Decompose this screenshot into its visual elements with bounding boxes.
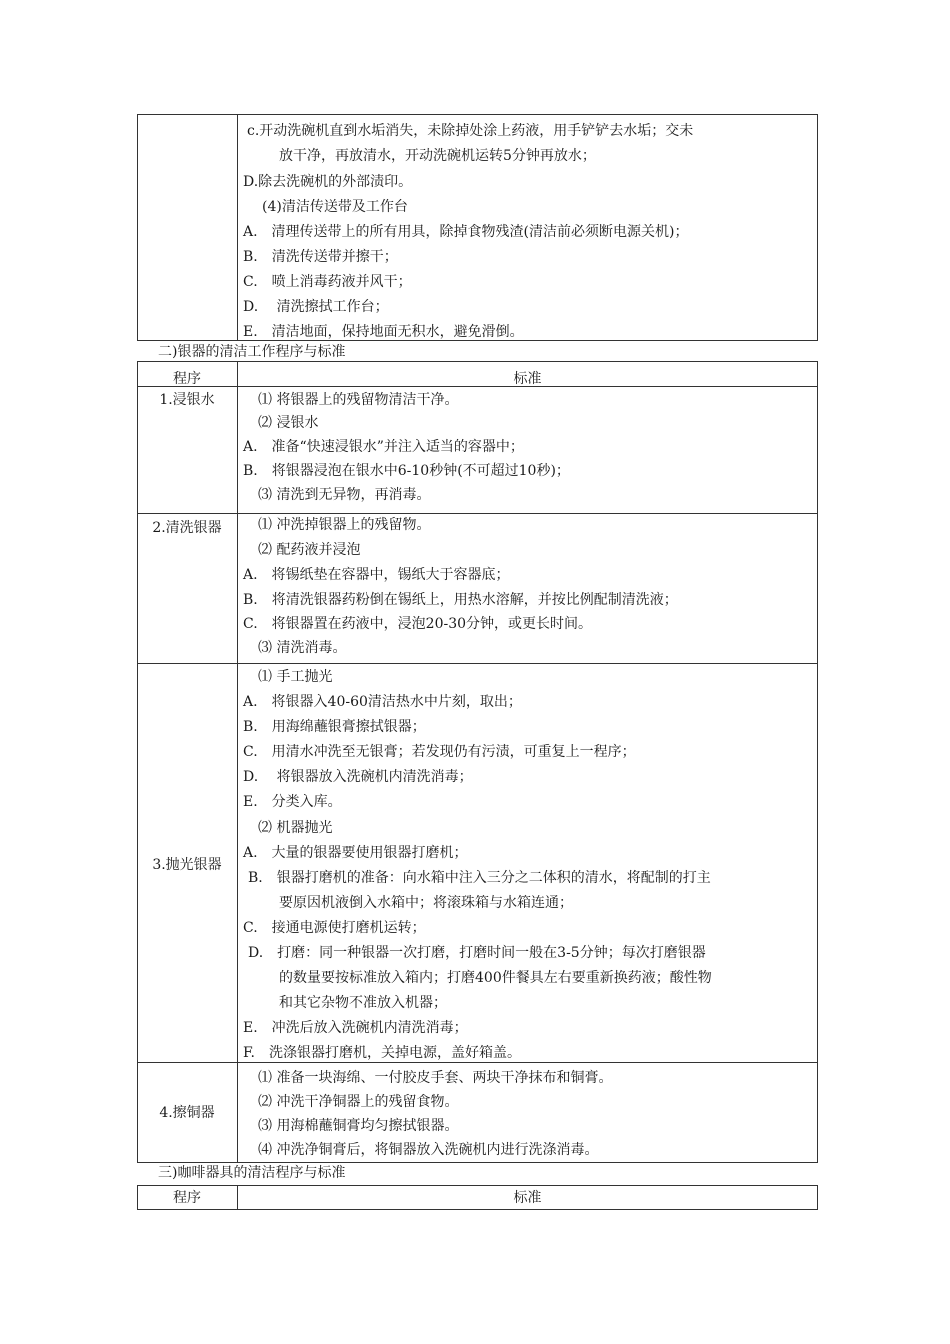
row3-line-5: D. 将银器放入洗碗机内清洗消毒； [243, 769, 473, 785]
row3-line-2: A. 将银器入40-60清洁热水中片刻，取出； [243, 694, 522, 710]
row1-line-5: ⑶ 清洗到无异物，再消毒。 [258, 487, 431, 503]
row2-procedure: 2.清洗银器 [152, 520, 222, 536]
row3-line-12: D. 打磨：同一种银器一次打磨，打磨时间一般在3-5分钟；每次打磨银器 [248, 945, 706, 961]
row3-line-8: A. 大量的银器要使用银器打磨机； [243, 845, 468, 861]
row4-line-1: ⑴ 准备一块海绵、一付胶皮手套、两块干净抹布和铜膏。 [258, 1070, 613, 1086]
section2-header-procedure: 程序 [173, 371, 201, 387]
row4-procedure: 4.擦铜器 [159, 1105, 215, 1121]
top-line-2: 放干净，再放清水，开动洗碗机运转5分钟再放水； [279, 148, 596, 164]
section2-row2-rule [137, 663, 818, 664]
row2-line-2: ⑵ 配药液并浸泡 [258, 542, 361, 558]
row3-line-4: C. 用清水冲洗至无银膏；若发现仍有污渍，可重复上一程序； [243, 744, 636, 760]
row3-line-14: 和其它杂物不准放入机器； [279, 995, 447, 1011]
top-line-1: c.开动洗碗机直到水垢消失，未除掉处涂上药液，用手铲铲去水垢；交未 [247, 123, 694, 139]
row3-line-3: B. 用海绵蘸银膏擦拭银器； [243, 719, 426, 735]
row3-line-16: F. 洗涤银器打磨机，关掉电源，盖好箱盖。 [243, 1045, 521, 1061]
section3-header-standard: 标准 [513, 1190, 542, 1206]
row3-line-11: C. 接通电源使打磨机运转； [243, 920, 426, 936]
top-line-5: A. 清理传送带上的所有用具，除掉食物残渣(清洁前必须断电源关机)； [243, 224, 689, 240]
row1-procedure: 1.浸银水 [159, 392, 215, 408]
top-line-6: B. 清洗传送带并擦干； [243, 249, 398, 265]
section3-header-procedure: 程序 [173, 1190, 201, 1206]
section3-title: 三)咖啡器具的清洁程序与标准 [158, 1165, 346, 1181]
row2-line-6: ⑶ 清洗消毒。 [258, 640, 347, 656]
section2-col-divider [237, 361, 238, 1163]
row1-line-4: B. 将银器浸泡在银水中6-10秒钟(不可超过10秒)； [243, 463, 570, 479]
row3-line-9: B. 银器打磨机的准备：向水箱中注入三分之二体积的清水，将配制的打主 [248, 870, 711, 886]
row3-line-10: 要原因机液倒入水箱中；将滚珠箱与水箱连通； [279, 895, 573, 911]
section2-row1-rule [137, 513, 818, 514]
section2-header-standard: 标准 [513, 371, 542, 387]
row3-line-7: ⑵ 机器抛光 [258, 820, 333, 836]
row3-line-1: ⑴ 手工抛光 [258, 669, 333, 685]
top-line-8: D. 清洗擦拭工作台； [243, 299, 389, 315]
row2-line-4: B. 将清洗银器药粉倒在锡纸上，用热水溶解，并按比例配制清洗液； [243, 592, 678, 608]
row1-line-2: ⑵ 浸银水 [258, 415, 319, 431]
top-line-7: C. 喷上消毒药液并风干； [243, 274, 412, 290]
row2-line-3: A. 将锡纸垫在容器中，锡纸大于容器底； [243, 567, 510, 583]
top-line-4: (4)清洁传送带及工作台 [262, 199, 408, 215]
row2-line-1: ⑴ 冲洗掉银器上的残留物。 [258, 517, 431, 533]
row4-line-3: ⑶ 用海棉蘸铜膏均匀擦拭银器。 [258, 1118, 459, 1134]
section2-title: 二)银器的清洁工作程序与标准 [158, 344, 346, 360]
row3-line-15: E. 冲洗后放入洗碗机内清洗消毒； [243, 1020, 468, 1036]
top-line-9: E. 清洁地面，保持地面无积水，避免滑倒。 [243, 324, 524, 340]
row4-line-4: ⑷ 冲洗净铜膏后，将铜器放入洗碗机内进行洗涤消毒。 [258, 1142, 599, 1158]
top-line-3: D.除去洗碗机的外部渍印。 [243, 174, 413, 190]
row3-line-6: E. 分类入库。 [243, 794, 342, 810]
row3-line-13: 的数量要按标准放入箱内；打磨400件餐具左右要重新换药液；酸性物 [279, 970, 712, 986]
row4-line-2: ⑵ 冲洗干净铜器上的残留食物。 [258, 1094, 459, 1110]
row3-procedure: 3.抛光银器 [152, 857, 222, 873]
row1-line-3: A. 准备“快速浸银水”并注入适当的容器中； [243, 439, 524, 455]
row2-line-5: C. 将银器置在药液中，浸泡20-30分钟，或更长时间。 [243, 616, 593, 632]
row1-line-1: ⑴ 将银器上的残留物清洁干净。 [258, 392, 459, 408]
top-table-divider [237, 114, 238, 341]
